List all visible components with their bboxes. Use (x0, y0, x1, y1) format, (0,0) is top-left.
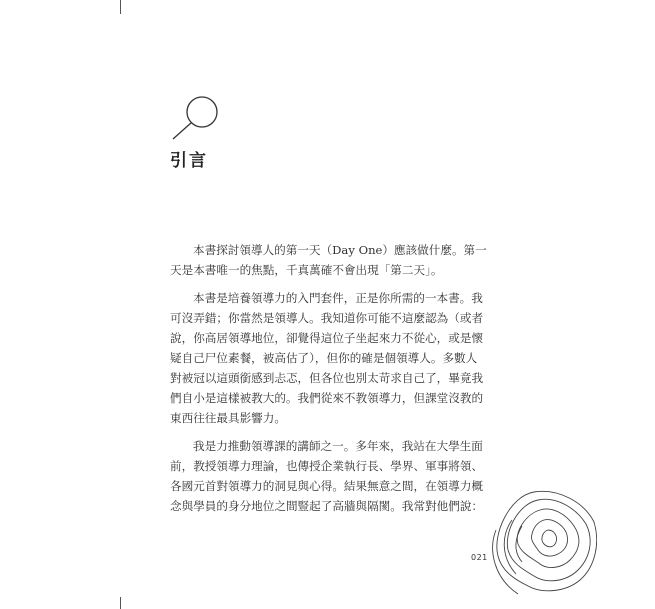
magnifier-icon (168, 94, 220, 142)
text-line: 說，你高居領導地位，卻覺得這位子坐起來力不從心，或是懷 (170, 331, 484, 345)
text-line: 們自小是這樣被教大的。我們從來不教領導力，但課堂沒教的 (170, 391, 484, 405)
text-line: 念與學員的身分地位之間豎起了高牆與隔閡。我常對他們說： (170, 499, 484, 513)
text-line: 各國元首對領導力的洞見與心得。結果無意之間，在領導力概 (170, 479, 484, 493)
text-line: 東西往往最具影響力。 (170, 411, 286, 425)
text-line: 對被冠以這頭銜感到忐忑，但各位也別太苛求自己了，畢竟我 (170, 371, 484, 385)
contour-lines-icon (482, 490, 597, 602)
paragraph-3 (170, 436, 484, 516)
crop-mark-top (120, 0, 121, 14)
body-text (170, 240, 487, 524)
text-line: 可沒弄錯；你當然是領導人。我知道你可能不這麼認為（或者 (170, 311, 484, 325)
text-line: 我是力推動領導課的講師之一。多年來，我站在大學生面 (193, 439, 483, 453)
chapter-title: 引言 (170, 151, 208, 171)
text-line: 天是本書唯一的焦點，千真萬確不會出現「第二天」。 (170, 263, 443, 277)
text-line: 本書探討領導人的第一天（Day One）應該做什麼。第一 (193, 243, 487, 257)
text-line: 本書是培養領導力的入門套件，正是你所需的一本書。我 (193, 291, 483, 305)
paragraph-2 (170, 288, 484, 428)
page-number: 021 (471, 553, 488, 562)
text-line: 前，教授領導力理論，也傳授企業執行長、學界、軍事將領、 (170, 459, 484, 473)
text-line: 疑自己尸位素餐，被高估了），但你的確是個領導人。多數人 (170, 351, 478, 365)
paragraph-1 (170, 240, 487, 280)
crop-mark-bottom (120, 597, 121, 609)
